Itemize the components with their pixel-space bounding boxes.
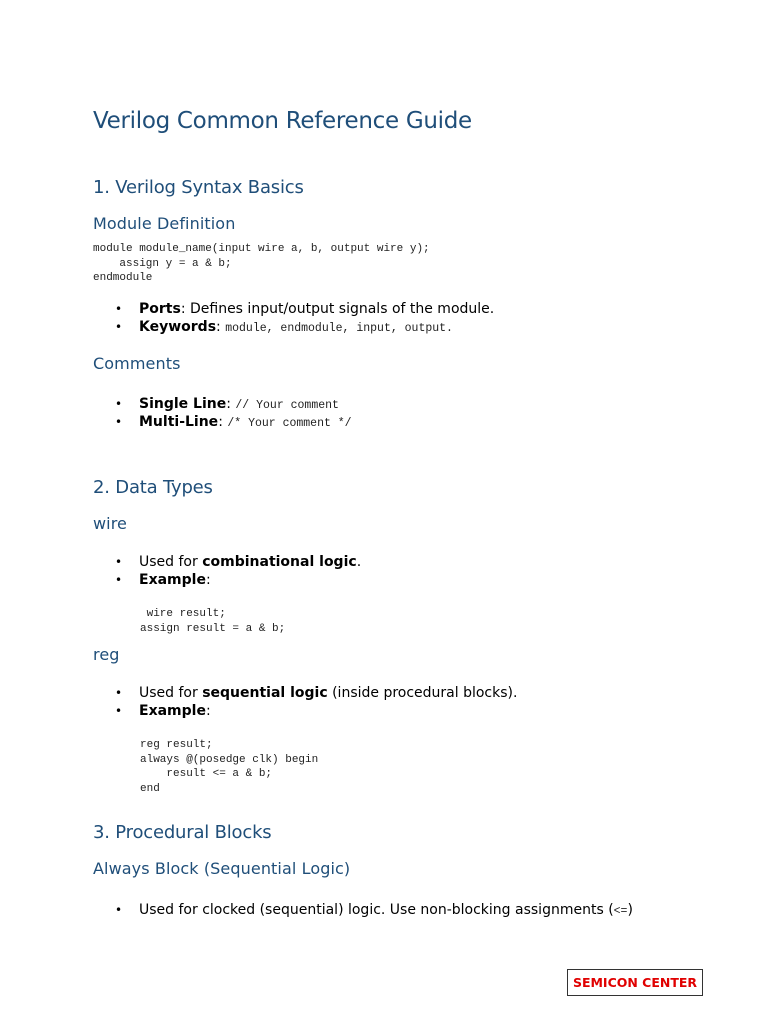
- list-item-single-line: [115, 395, 339, 415]
- bullet-icon: •: [115, 555, 123, 569]
- page-title: Verilog Common Reference Guide: [93, 108, 472, 134]
- bullet-bold: Multi-Line: [139, 414, 219, 430]
- subheading-always-block: Always Block (Sequential Logic): [93, 859, 351, 878]
- subheading-reg: reg: [93, 645, 120, 664]
- bullet-icon: •: [115, 573, 123, 587]
- bullet-icon: •: [115, 320, 123, 334]
- code-block-wire: wire result; assign result = a & b;: [140, 608, 286, 635]
- bullet-text-post: (inside procedural blocks).: [327, 685, 518, 701]
- bullet-bold: Example: [139, 572, 206, 588]
- list-item-wire-example: [115, 571, 211, 589]
- bullet-text-post: ): [627, 902, 633, 918]
- bullet-icon: •: [115, 704, 123, 718]
- bullet-text: Used for clocked (sequential) logic. Use non-blocking assignments (: [139, 902, 614, 918]
- bullet-bold: Ports: [139, 301, 181, 317]
- subheading-comments: Comments: [93, 354, 181, 373]
- code-block-module: module module_name(input wire a, b, output wire y); assign y = a & b; endmodule: [93, 243, 430, 284]
- code-block-reg: reg result; always @(posedge clk) begin result <= a & b; end: [140, 739, 319, 795]
- bullet-sep: :: [226, 396, 236, 412]
- bullet-text-post: .: [356, 554, 362, 570]
- bullet-icon: •: [115, 397, 123, 411]
- subheading-module-definition: Module Definition: [93, 214, 236, 233]
- list-item-keywords: [115, 318, 453, 338]
- bullet-sep: :: [218, 414, 228, 430]
- semicon-center-stamp: SEMICON CENTER: [567, 969, 703, 996]
- bullet-sep: :: [180, 301, 190, 317]
- bullet-icon: •: [115, 415, 123, 429]
- list-item-reg-usage: [115, 684, 517, 702]
- bullet-bold: Example: [139, 703, 206, 719]
- bullet-bold: Single Line: [139, 396, 227, 412]
- bullet-icon: •: [115, 686, 123, 700]
- section-heading-syntax-basics: 1. Verilog Syntax Basics: [93, 177, 304, 198]
- bullet-text: Used for: [139, 554, 203, 570]
- bullet-icon: •: [115, 302, 123, 316]
- bullet-bold: Keywords: [139, 319, 217, 335]
- bullet-sep: :: [205, 572, 211, 588]
- list-item-ports: [115, 300, 494, 318]
- bullet-code: <=: [613, 905, 628, 918]
- section-heading-data-types: 2. Data Types: [93, 477, 213, 498]
- subheading-wire: wire: [93, 514, 128, 533]
- bullet-icon: •: [115, 903, 123, 917]
- bullet-sep: :: [205, 703, 211, 719]
- bullet-bold: sequential logic: [202, 685, 328, 701]
- bullet-text: Used for: [139, 685, 203, 701]
- bullet-code: module, endmodule, input, output.: [225, 322, 453, 335]
- list-item-reg-example: [115, 702, 211, 720]
- bullet-sep: :: [216, 319, 226, 335]
- list-item-wire-usage: [115, 553, 361, 571]
- bullet-code: /* Your comment */: [227, 417, 352, 430]
- bullet-text: Defines input/output signals of the module.: [189, 301, 495, 317]
- list-item-multi-line: [115, 413, 352, 433]
- list-item-always-usage: [115, 901, 633, 921]
- bullet-code: // Your comment: [235, 399, 339, 412]
- section-heading-procedural-blocks: 3. Procedural Blocks: [93, 822, 272, 843]
- bullet-bold: combinational logic: [202, 554, 357, 570]
